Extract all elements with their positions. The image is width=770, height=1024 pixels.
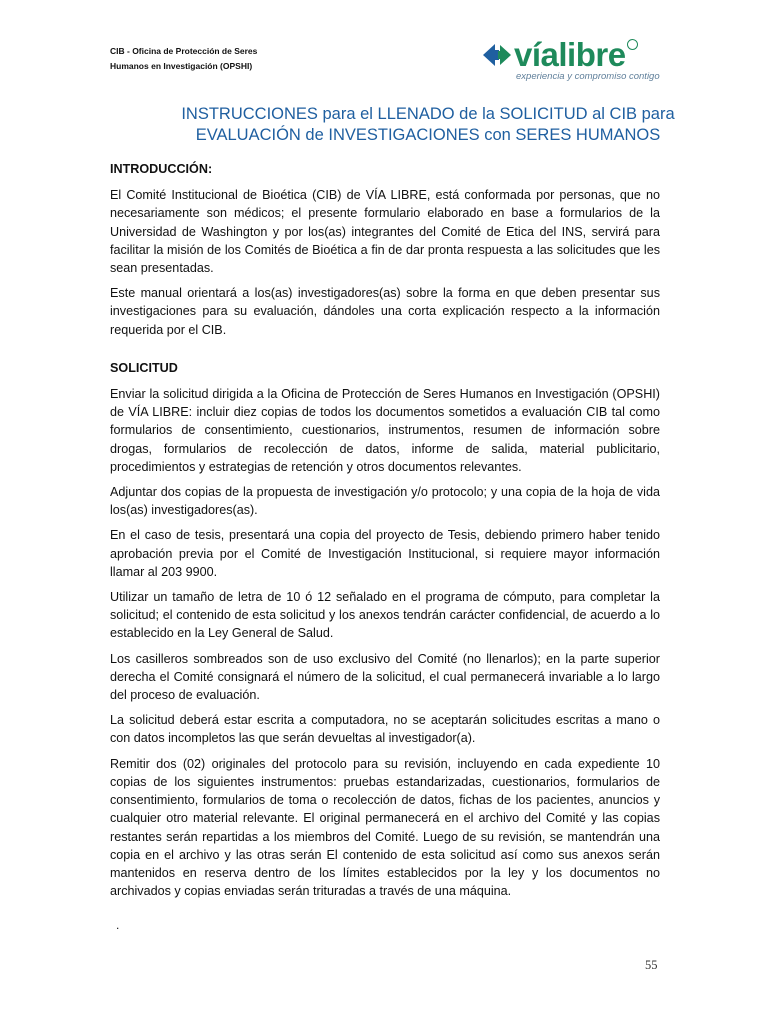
solicitud-paragraph-3: En el caso de tesis, presentará una copia del proyecto de Tesis, debiendo primero haber tenido aprobación previa por el Comité de Investigación Institucional, si requiere mayor información llamar al 203 9900. xyxy=(110,528,660,579)
header-line-1: CIB - Oficina de Protección de Seres xyxy=(110,46,258,56)
solicitud-paragraph-5: Los casilleros sombreados son de uso exclusivo del Comité (no llenarlos); en la parte superior derecha el Comité consignará el número de la solicitud, el cual permanecerá invariable a lo largo del proceso de evaluación. xyxy=(110,651,660,703)
solicitud-paragraph-7: Remitir dos (02) originales del protocolo para su revisión, incluyendo en cada expediente 10 copias de los siguientes instrumentos: pruebas estandarizadas, cuestionarios, formularios de consentimiento, formularios de toma o recolección de datos, fichas de los pacientes, anuncios y cualquier otro material relevante. El original permanecerá en el archivo del Comité y las copias restantes serán repartidas a los miembros del Comité. Luego de su revisión, se mantendrán una copia en el archivo y las otras serán El contenido de esta solicitud así como sus anexos serán mantenidos en reserva dentro de los límites establecidos por la ley y los documentos no archivados y copias enviadas serán trituradas a través de una máquina. xyxy=(110,756,660,899)
trailing-dot: . xyxy=(116,918,120,932)
section-heading-solicitud: SOLICITUD xyxy=(110,360,178,375)
solicitud-paragraph-6: La solicitud deberá estar escrita a computadora, no se aceptarán solicitudes escritas a mano o con datos incompletos las que serán devueltas al investigador(a). xyxy=(110,713,660,746)
title-line-2: EVALUACIÓN de INVESTIGACIONES con SERES HUMANOS xyxy=(195,126,661,144)
logo-swirl-icon xyxy=(627,39,638,50)
solicitud-paragraph-4: Utilizar un tamaño de letra de 10 ó 12 señalado en el programa de cómputo, para completar la solicitud; el contenido de esta solicitud y los anexos tendrán carácter confidencial, de acuerdo a lo establecido en la Ley General de Salud. xyxy=(110,590,660,641)
logo-wordmark: víalibre xyxy=(514,36,626,73)
document-body xyxy=(110,160,660,907)
title-line-1: INSTRUCCIONES para el LLENADO de la SOLICITUD al CIB para xyxy=(181,105,675,123)
solicitud-paragraph-1: Enviar la solicitud dirigida a la Oficina de Protección de Seres Humanos en Investigación (OPSHI) de VÍA LIBRE: incluir diez copias de todos los documentos sometidos a evaluación CIB tal como formularios de consentimiento, cuestionarios, instrumentos, resumen de información sobre drogas, formularios de recolección de datos, informe de salida, material publicitario, procedimientos y estrategias de retención y otros documentos relevantes. xyxy=(110,387,660,474)
logo-arrow-icon xyxy=(482,40,512,70)
header-office-label xyxy=(110,44,257,74)
solicitud-paragraph-2: Adjuntar dos copias de la propuesta de investigación y/o protocolo; y una copia de la hoja de vida los(as) investigadores(as). xyxy=(110,485,660,518)
header-line-2: Humanos en Investigación (OPSHI) xyxy=(110,61,253,71)
intro-paragraph-2: Este manual orientará a los(as) investigadores(as) sobre la forma en que deben presentar sus investigaciones para su evaluación, dándoles una corta explicación respecto a la información requerida por el CIB. xyxy=(110,286,660,337)
document-title xyxy=(148,104,708,146)
page-number: 55 xyxy=(645,958,658,972)
logo-tagline: experiencia y compromiso contigo xyxy=(516,71,660,82)
intro-paragraph-1: El Comité Institucional de Bioética (CIB) de VÍA LIBRE, está conformada por personas, que no necesariamente son médicos; el presente formulario elaborado en base a formularios de la Universidad de Washington y por los(as) integrantes del Comité de Etica del INS, servirá para facilitar la misión de los Comités de Bioética a fin de dar pronta respuesta a las solicitudes que les sean presentadas. xyxy=(110,188,660,276)
vialibre-logo xyxy=(482,38,667,94)
section-heading-introduccion: INTRODUCCIÓN: xyxy=(110,162,213,176)
